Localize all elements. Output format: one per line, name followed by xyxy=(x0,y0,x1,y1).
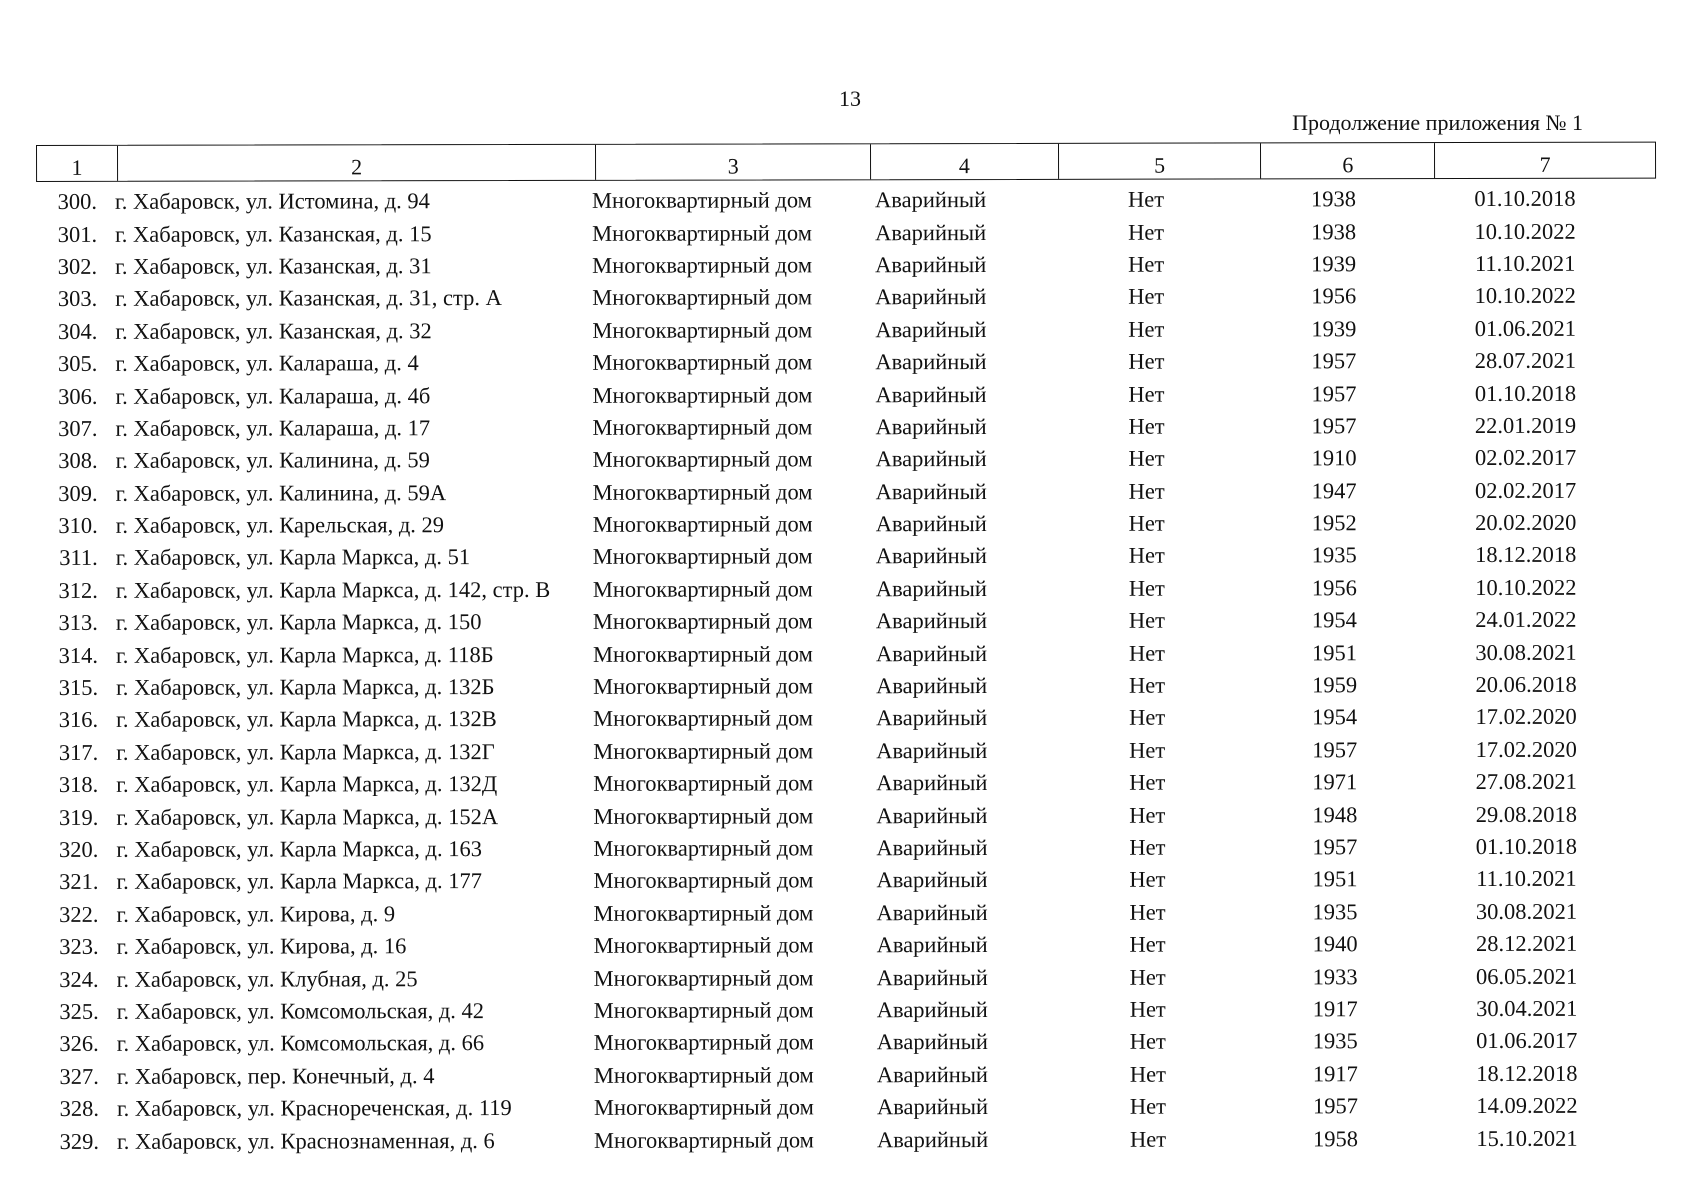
cell-year-built: 1958 xyxy=(1312,1125,1359,1151)
cell-building-type: Многоквартирный дом xyxy=(593,1126,814,1153)
cell-building-type: Многоквартирный дом xyxy=(592,187,812,214)
cell-row-number: 327. xyxy=(59,1063,99,1089)
cell-building-type: Многоквартирный дом xyxy=(592,252,813,278)
cell-condition: Аварийный xyxy=(876,964,988,990)
cell-building-type: Многоквартирный дом xyxy=(593,1062,814,1088)
cell-building-type: Многоквартирный дом xyxy=(592,479,813,505)
cell-address: г. Хабаровск, ул. Калинина, д. 59А xyxy=(115,479,447,506)
cell-date: 11.10.2021 xyxy=(1476,866,1577,892)
cell-date: 30.04.2021 xyxy=(1476,995,1578,1021)
cell-year-built: 1948 xyxy=(1312,801,1358,827)
cell-address: г. Хабаровск, ул. Карельская, д. 29 xyxy=(115,512,445,538)
cell-year-built: 1933 xyxy=(1312,963,1358,989)
cell-date: 06.05.2021 xyxy=(1476,963,1578,989)
cell-year-built: 1935 xyxy=(1312,899,1358,925)
cell-address: г. Хабаровск, ул. Краснореченская, д. 119 xyxy=(116,1095,512,1121)
cell-building-type: Многоквартирный дом xyxy=(593,867,814,894)
cell-flag: Нет xyxy=(1128,381,1165,407)
cell-building-type: Многоквартирный дом xyxy=(592,576,813,602)
cell-building-type: Многоквартирный дом xyxy=(593,1094,814,1120)
table-row xyxy=(36,377,1676,413)
cell-address: г. Хабаровск, ул. Истомина, д. 94 xyxy=(115,188,430,215)
cell-year-built: 1940 xyxy=(1312,931,1358,957)
table-row xyxy=(37,474,1677,510)
cell-row-number: 310. xyxy=(58,512,98,539)
cell-row-number: 326. xyxy=(59,1031,99,1057)
cell-year-built: 1957 xyxy=(1312,1093,1358,1119)
table-body xyxy=(36,183,1678,1158)
cell-flag: Нет xyxy=(1129,1126,1167,1152)
cell-year-built: 1957 xyxy=(1312,737,1358,763)
cell-year-built: 1951 xyxy=(1311,639,1358,665)
cell-building-type: Многоквартирный дом xyxy=(593,705,814,732)
cell-row-number: 320. xyxy=(58,836,99,862)
cell-condition: Аварийный xyxy=(876,899,988,926)
table-row xyxy=(36,215,1676,251)
table-row xyxy=(36,247,1676,283)
cell-condition: Аварийный xyxy=(876,996,988,1023)
cell-date: 10.10.2022 xyxy=(1474,283,1576,309)
cell-flag: Нет xyxy=(1129,964,1166,990)
cell-condition: Аварийный xyxy=(876,737,988,764)
table-row xyxy=(36,345,1676,381)
cell-building-type: Многоквартирный дом xyxy=(593,1029,814,1056)
cell-condition: Аварийный xyxy=(876,932,988,958)
cell-building-type: Многоквартирный дом xyxy=(592,284,813,311)
cell-year-built: 1938 xyxy=(1311,186,1357,212)
cell-date: 29.08.2018 xyxy=(1475,801,1577,827)
cell-row-number: 322. xyxy=(59,901,99,927)
cell-year-built: 1959 xyxy=(1312,672,1358,698)
cell-date: 24.01.2022 xyxy=(1475,607,1577,633)
cell-row-number: 317. xyxy=(58,739,99,765)
cell-address: г. Хабаровск, ул. Клубная, д. 25 xyxy=(116,965,418,992)
cell-date: 22.01.2019 xyxy=(1474,412,1577,438)
cell-flag: Нет xyxy=(1129,1093,1166,1119)
cell-flag: Нет xyxy=(1128,640,1166,666)
cell-address: г. Хабаровск, ул. Казанская, д. 31 xyxy=(115,253,432,279)
table-header xyxy=(36,142,1656,182)
cell-row-number: 329. xyxy=(59,1128,100,1154)
cell-condition: Аварийный xyxy=(876,1094,989,1120)
cell-building-type: Многоквартирный дом xyxy=(592,349,813,375)
cell-condition: Аварийный xyxy=(875,446,987,472)
cell-address: г. Хабаровск, ул. Карла Маркса, д. 132В xyxy=(116,706,497,733)
cell-flag: Нет xyxy=(1128,251,1165,277)
table-row xyxy=(37,668,1677,704)
cell-row-number: 328. xyxy=(59,1095,99,1122)
header-cell-2: 2 xyxy=(118,145,596,181)
cell-year-built: 1952 xyxy=(1311,510,1357,536)
cell-condition: Аварийный xyxy=(876,835,988,861)
table-row xyxy=(37,733,1677,769)
cell-building-type: Многоквартирный дом xyxy=(593,738,814,764)
cell-flag: Нет xyxy=(1128,607,1165,633)
cell-year-built: 1957 xyxy=(1311,348,1357,374)
cell-address: г. Хабаровск, ул. Кирова, д. 16 xyxy=(116,933,407,960)
cell-year-built: 1939 xyxy=(1311,315,1357,342)
cell-address: г. Хабаровск, ул. Калараша, д. 4 xyxy=(115,350,419,376)
cell-date: 30.08.2021 xyxy=(1475,639,1577,665)
cell-row-number: 311. xyxy=(59,545,98,571)
cell-date: 20.02.2020 xyxy=(1475,509,1577,536)
cell-year-built: 1917 xyxy=(1312,996,1358,1022)
cell-year-built: 1957 xyxy=(1311,413,1357,439)
cell-flag: Нет xyxy=(1128,413,1165,439)
cell-date: 15.10.2021 xyxy=(1476,1125,1578,1151)
cell-year-built: 1954 xyxy=(1312,704,1358,730)
cell-building-type: Многоквартирный дом xyxy=(593,770,814,797)
cell-address: г. Хабаровск, ул. Карла Маркса, д. 132Б xyxy=(116,674,495,700)
cell-year-built: 1957 xyxy=(1311,380,1357,406)
cell-year-built: 1917 xyxy=(1312,1060,1358,1087)
cell-flag: Нет xyxy=(1129,834,1166,860)
cell-date: 20.06.2018 xyxy=(1475,671,1577,698)
cell-row-number: 316. xyxy=(58,707,99,733)
header-cell-3: 3 xyxy=(596,144,871,180)
cell-flag: Нет xyxy=(1129,867,1166,893)
cell-address: г. Хабаровск, ул. Калинина, д. 59 xyxy=(115,447,430,474)
header-cell-1: 1 xyxy=(37,146,118,181)
cell-address: г. Хабаровск, ул. Кирова, д. 9 xyxy=(116,901,396,927)
cell-flag: Нет xyxy=(1128,543,1165,569)
cell-row-number: 324. xyxy=(59,966,99,992)
cell-address: г. Хабаровск, ул. Карла Маркса, д. 132Д xyxy=(116,771,498,798)
table-row xyxy=(38,1025,1678,1061)
cell-condition: Аварийный xyxy=(875,251,987,278)
cell-building-type: Многоквартирный дом xyxy=(593,802,814,829)
cell-year-built: 1956 xyxy=(1311,283,1357,309)
cell-date: 28.07.2021 xyxy=(1474,347,1577,374)
table-row xyxy=(38,1090,1678,1126)
cell-building-type: Многоквартирный дом xyxy=(592,414,813,440)
cell-year-built: 1910 xyxy=(1311,445,1357,471)
cell-building-type: Многоквартирный дом xyxy=(592,543,813,570)
cell-address: г. Хабаровск, ул. Карла Маркса, д. 142, стр. В xyxy=(115,576,551,603)
cell-flag: Нет xyxy=(1129,737,1166,763)
cell-building-type: Многоквартирный дом xyxy=(593,673,813,699)
cell-date: 10.10.2022 xyxy=(1475,574,1577,600)
cell-flag: Нет xyxy=(1129,996,1166,1022)
table-row xyxy=(36,409,1676,445)
cell-flag: Нет xyxy=(1128,575,1165,601)
cell-address: г. Хабаровск, ул. Калараша, д. 4б xyxy=(115,382,431,409)
cell-building-type: Многоквартирный дом xyxy=(592,317,813,343)
cell-row-number: 305. xyxy=(57,351,98,377)
cell-building-type: Многоквартирный дом xyxy=(592,381,813,408)
header-cell-6: 6 xyxy=(1261,143,1435,178)
cell-year-built: 1957 xyxy=(1312,834,1358,860)
table-row xyxy=(37,636,1677,672)
cell-condition: Аварийный xyxy=(875,511,987,537)
cell-row-number: 313. xyxy=(58,610,98,636)
cell-year-built: 1956 xyxy=(1311,575,1357,601)
header-cell-4: 4 xyxy=(871,144,1059,179)
cell-address: г. Хабаровск, ул. Карла Маркса, д. 177 xyxy=(116,868,483,895)
cell-row-number: 318. xyxy=(58,772,99,798)
appendix-note: Продолжение приложения № 1 xyxy=(1292,110,1583,135)
cell-address: г. Хабаровск, пер. Конечный, д. 4 xyxy=(116,1062,435,1089)
cell-condition: Аварийный xyxy=(876,770,988,796)
cell-building-type: Многоквартирный дом xyxy=(593,932,814,959)
cell-date: 27.08.2021 xyxy=(1475,768,1577,795)
cell-year-built: 1935 xyxy=(1311,542,1357,568)
table-row xyxy=(37,895,1677,931)
cell-date: 28.12.2021 xyxy=(1475,930,1578,957)
cell-address: г. Хабаровск, ул. Комсомольская, д. 66 xyxy=(116,1030,485,1057)
cell-date: 14.09.2022 xyxy=(1476,1092,1578,1119)
cell-address: г. Хабаровск, ул. Карла Маркса, д. 152А xyxy=(116,803,499,830)
cell-flag: Нет xyxy=(1128,219,1165,245)
table-row xyxy=(37,506,1677,542)
table-row xyxy=(38,1122,1678,1158)
cell-flag: Нет xyxy=(1128,478,1165,504)
cell-row-number: 321. xyxy=(59,869,99,895)
cell-row-number: 302. xyxy=(57,253,98,279)
cell-date: 17.02.2020 xyxy=(1475,736,1577,762)
cell-row-number: 323. xyxy=(59,934,99,960)
table-row xyxy=(38,992,1678,1028)
cell-flag: Нет xyxy=(1129,1061,1166,1087)
cell-date: 01.06.2017 xyxy=(1476,1028,1578,1054)
cell-condition: Аварийный xyxy=(876,705,988,731)
table-row xyxy=(38,1057,1678,1093)
cell-year-built: 1935 xyxy=(1312,1028,1358,1054)
cell-address: г. Хабаровск, ул. Карла Маркса, д. 163 xyxy=(116,836,482,862)
cell-row-number: 307. xyxy=(58,415,98,441)
cell-flag: Нет xyxy=(1128,348,1165,374)
cell-address: г. Хабаровск, ул. Карла Маркса, д. 118Б xyxy=(115,641,494,668)
cell-condition: Аварийный xyxy=(876,1029,988,1055)
cell-year-built: 1947 xyxy=(1311,477,1357,504)
cell-date: 18.12.2018 xyxy=(1476,1060,1578,1086)
cell-row-number: 306. xyxy=(58,383,98,409)
cell-flag: Нет xyxy=(1129,705,1166,731)
table-row xyxy=(37,830,1677,866)
table-row xyxy=(37,539,1677,575)
cell-flag: Нет xyxy=(1127,186,1165,212)
cell-year-built: 1938 xyxy=(1311,218,1357,244)
cell-condition: Аварийный xyxy=(875,413,987,440)
cell-address: г. Хабаровск, ул. Краснознаменная, д. 6 xyxy=(116,1127,495,1154)
cell-building-type: Многоквартирный дом xyxy=(592,608,813,635)
page-number: 13 xyxy=(839,86,861,111)
cell-condition: Аварийный xyxy=(875,187,987,213)
cell-condition: Аварийный xyxy=(875,575,987,602)
cell-address: г. Хабаровск, ул. Казанская, д. 31, стр. А xyxy=(115,285,502,312)
cell-flag: Нет xyxy=(1129,931,1166,957)
cell-row-number: 314. xyxy=(58,642,99,668)
cell-condition: Аварийный xyxy=(875,316,987,342)
cell-flag: Нет xyxy=(1129,769,1166,795)
cell-address: г. Хабаровск, ул. Карла Маркса, д. 150 xyxy=(115,609,482,636)
cell-row-number: 303. xyxy=(57,286,98,312)
table-row xyxy=(38,960,1678,996)
cell-row-number: 304. xyxy=(57,318,98,344)
cell-flag: Нет xyxy=(1128,510,1165,536)
cell-building-type: Многоквартирный дом xyxy=(593,964,814,991)
cell-date: 18.12.2018 xyxy=(1475,542,1577,568)
cell-date: 30.08.2021 xyxy=(1475,898,1578,924)
cell-row-number: 325. xyxy=(59,998,99,1024)
table-row xyxy=(36,312,1676,348)
cell-address: г. Хабаровск, ул. Казанская, д. 15 xyxy=(115,220,432,247)
table-row xyxy=(37,442,1677,478)
cell-row-number: 315. xyxy=(58,674,99,701)
table-row xyxy=(37,798,1677,834)
cell-condition: Аварийный xyxy=(876,867,988,893)
cell-address: г. Хабаровск, ул. Калараша, д. 17 xyxy=(115,415,431,441)
cell-building-type: Многоквартирный дом xyxy=(592,511,813,537)
cell-flag: Нет xyxy=(1128,672,1166,698)
table-row xyxy=(37,863,1677,899)
table-row xyxy=(38,928,1678,964)
cell-date: 10.10.2022 xyxy=(1474,218,1576,244)
table-row xyxy=(37,571,1677,607)
table-row xyxy=(37,604,1677,640)
cell-condition: Аварийный xyxy=(875,608,988,634)
cell-address: г. Хабаровск, ул. Карла Маркса, д. 132Г xyxy=(116,738,495,765)
cell-date: 11.10.2021 xyxy=(1474,250,1576,276)
table-row xyxy=(36,183,1676,219)
cell-row-number: 312. xyxy=(58,577,98,603)
cell-condition: Аварийный xyxy=(875,381,987,407)
cell-building-type: Многоквартирный дом xyxy=(592,641,813,667)
cell-flag: Нет xyxy=(1129,899,1166,925)
cell-building-type: Многоквартирный дом xyxy=(593,997,814,1023)
cell-condition: Аварийный xyxy=(875,640,988,666)
cell-row-number: 308. xyxy=(58,448,98,474)
cell-condition: Аварийный xyxy=(876,802,988,828)
cell-year-built: 1939 xyxy=(1311,251,1357,277)
cell-flag: Нет xyxy=(1129,802,1166,828)
cell-condition: Аварийный xyxy=(876,673,988,699)
header-cell-7: 7 xyxy=(1539,151,1551,177)
cell-flag: Нет xyxy=(1128,445,1165,472)
cell-address: г. Хабаровск, ул. Комсомольская, д. 42 xyxy=(116,998,485,1024)
cell-date: 17.02.2020 xyxy=(1475,704,1577,730)
cell-condition: Аварийный xyxy=(876,1126,989,1152)
cell-date: 01.06.2021 xyxy=(1474,315,1576,341)
table-row xyxy=(37,701,1677,737)
cell-date: 01.10.2018 xyxy=(1475,833,1578,859)
cell-building-type: Многоквартирный дом xyxy=(593,835,814,861)
cell-condition: Аварийный xyxy=(875,349,987,375)
cell-condition: Аварийный xyxy=(875,219,987,245)
cell-year-built: 1971 xyxy=(1312,769,1358,795)
cell-condition: Аварийный xyxy=(875,284,987,310)
cell-date: 02.02.2017 xyxy=(1474,477,1577,503)
cell-building-type: Многоквартирный дом xyxy=(592,219,813,246)
cell-condition: Аварийный xyxy=(875,543,987,569)
cell-flag: Нет xyxy=(1128,316,1165,342)
cell-flag: Нет xyxy=(1128,283,1165,310)
cell-flag: Нет xyxy=(1129,1028,1166,1055)
cell-date: 01.10.2018 xyxy=(1474,380,1577,406)
cell-address: г. Хабаровск, ул. Карла Маркса, д. 51 xyxy=(115,544,471,571)
cell-row-number: 309. xyxy=(58,480,98,506)
cell-row-number: 301. xyxy=(57,221,98,247)
cell-date: 01.10.2018 xyxy=(1474,185,1576,212)
cell-address: г. Хабаровск, ул. Казанская, д. 32 xyxy=(115,317,432,344)
cell-condition: Аварийный xyxy=(876,1061,988,1087)
header-cell-5: 5 xyxy=(1059,143,1262,178)
cell-building-type: Многоквартирный дом xyxy=(592,446,813,473)
cell-year-built: 1954 xyxy=(1311,607,1357,633)
cell-building-type: Многоквартирный дом xyxy=(593,900,814,926)
cell-row-number: 300. xyxy=(57,189,98,215)
cell-date: 02.02.2017 xyxy=(1474,445,1577,471)
table-row xyxy=(37,766,1677,802)
cell-condition: Аварийный xyxy=(875,478,987,504)
table-row xyxy=(36,280,1676,316)
cell-year-built: 1951 xyxy=(1312,866,1358,892)
cell-row-number: 319. xyxy=(58,804,99,830)
